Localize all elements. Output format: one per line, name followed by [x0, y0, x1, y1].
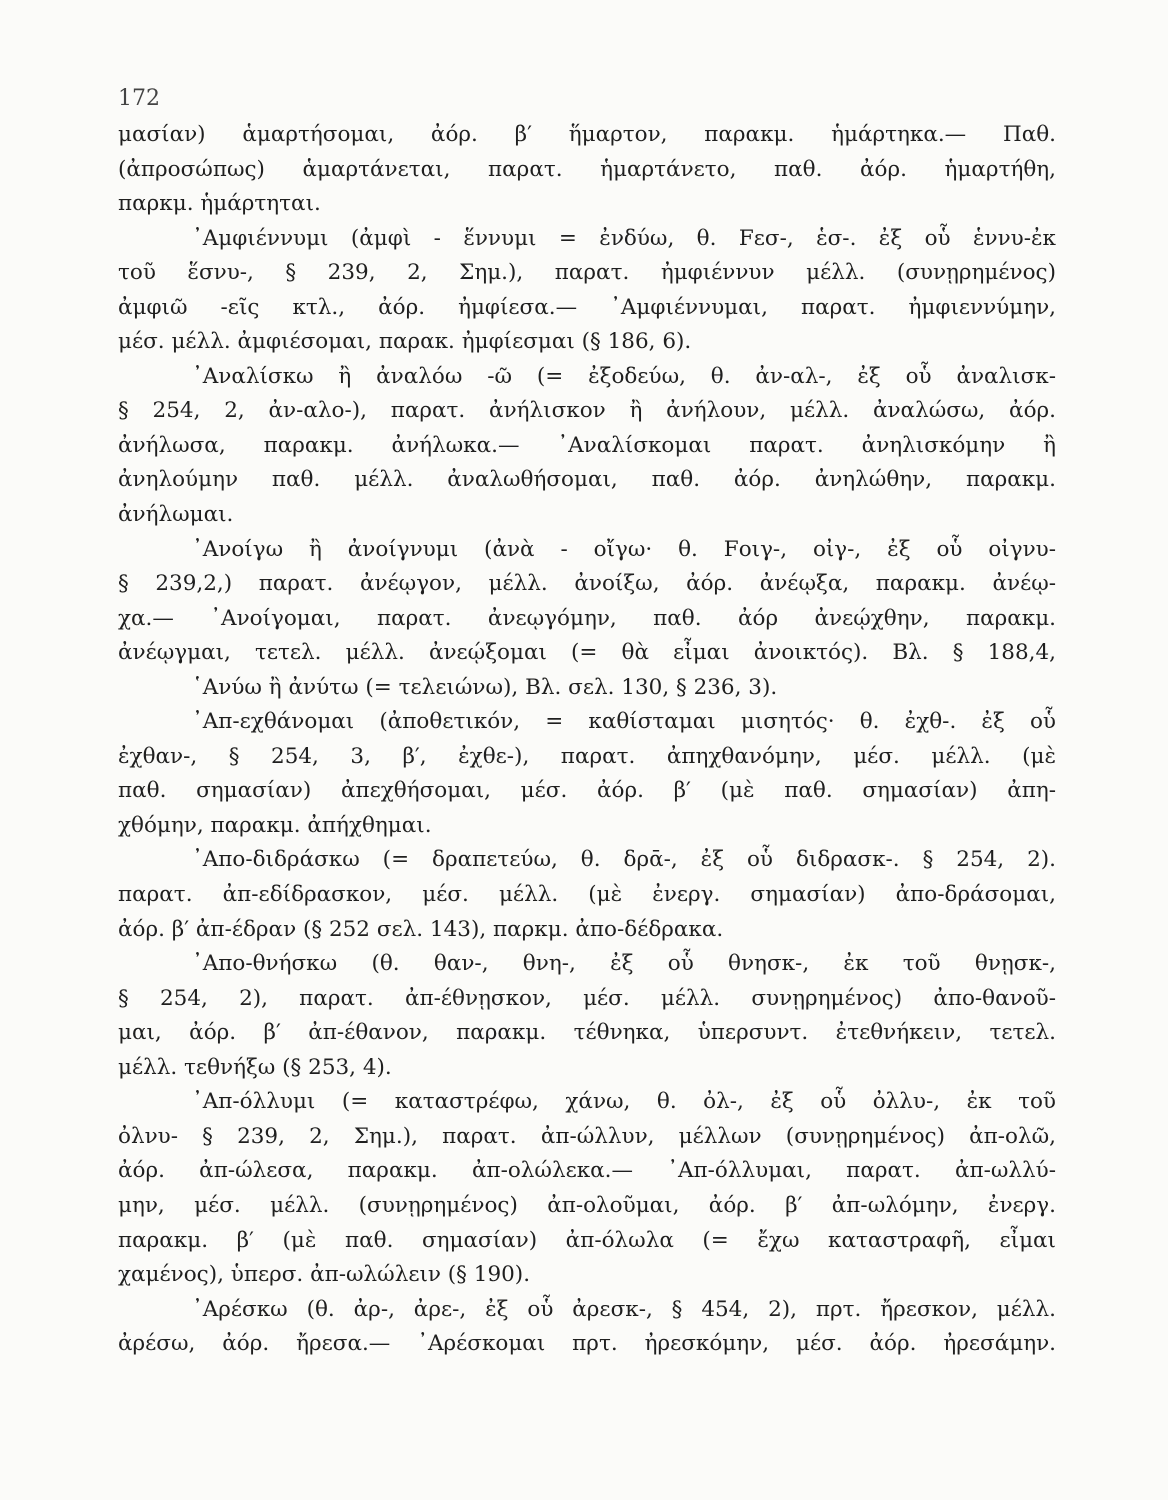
text-line: μαι, ἀόρ. β′ ἀπ-έθανον, παρακμ. τέθνηκα, ὑπερσυντ. ἐτεθνήκειν, τετελ. — [118, 1020, 1056, 1046]
text-line: ἀνήλωμαι. — [118, 502, 234, 528]
page-text-body — [118, 118, 1056, 1362]
text-line: ᾿Απ-εχθάνομαι (ἀποθετικόν, = καθίσταμαι μισητός· θ. ἐχθ-. ἐξ οὗ — [192, 709, 1056, 735]
text-line: ἀρέσω, ἀόρ. ἤρεσα.— ᾿Αρέσκομαι πρτ. ἠρεσκόμην, μέσ. ἀόρ. ἠρεσάμην. — [118, 1331, 1056, 1357]
text-line: παθ. σημασίαν) ἀπεχθήσομαι, μέσ. ἀόρ. β′ (μὲ παθ. σημασίαν) ἀπη- — [118, 778, 1056, 804]
text-line: § 254, 2), παρατ. ἀπ-έθνῃσκον, μέσ. μέλλ. συνῃρημένος) ἀπο-θανοῦ- — [118, 985, 1056, 1011]
text-line: ᾿Αμφιέννυμι (ἀμφὶ - ἕννυμι = ἐνδύω, θ. Fεσ-, ἑσ-. ἐξ οὗ ἑννυ-ἐκ — [192, 225, 1056, 251]
text-line: ὀλνυ- § 239, 2, Σημ.), παρατ. ἀπ-ώλλυν, μέλλων (συνῃρημένος) ἀπ-ολῶ, — [118, 1123, 1056, 1149]
page-number: 172 — [118, 86, 160, 111]
text-line: παρακμ. β′ (μὲ παθ. σημασίαν) ἀπ-όλωλα (= ἔχω καταστραφῆ, εἶμαι — [118, 1227, 1056, 1253]
text-line: χα.— ᾿Ανοίγομαι, παρατ. ἀνεῳγόμην, παθ. ἀόρ ἀνεῴχθην, παρακμ. — [118, 605, 1056, 631]
text-line: ἀόρ. ἀπ-ώλεσα, παρακμ. ἀπ-ολώλεκα.— ᾿Απ-όλλυμαι, παρατ. ἀπ-ωλλύ- — [118, 1158, 1056, 1184]
text-line: μέσ. μέλλ. ἀμφιέσομαι, παρακ. ἠμφίεσμαι (§ 186, 6). — [118, 329, 692, 355]
text-line: § 239,2,) παρατ. ἀνέῳγον, μέλλ. ἀνοίξω, ἀόρ. ἀνέῳξα, παρακμ. ἀνέῳ- — [118, 571, 1056, 597]
text-line: § 254, 2, ἀν-αλο-), παρατ. ἀνήλισκον ἢ ἀνήλουν, μέλλ. ἀναλώσω, ἀόρ. — [118, 398, 1056, 424]
text-line: ἐχθαν-, § 254, 3, β′, ἐχθε-), παρατ. ἀπηχθανόμην, μέσ. μέλλ. (μὲ — [118, 743, 1056, 769]
text-line: (ἀπροσώπως) ἁμαρτάνεται, παρατ. ἡμαρτάνετο, παθ. ἀόρ. ἡμαρτήθη, — [118, 156, 1056, 182]
text-line: ᾿Απ-όλλυμι (= καταστρέφω, χάνω, θ. ὀλ-, ἐξ οὗ ὀλλυ-, ἐκ τοῦ — [192, 1089, 1056, 1115]
text-line: ἀνήλωσα, παρακμ. ἀνήλωκα.— ᾿Αναλίσκομαι παρατ. ἀνηλισκόμην ἢ — [118, 432, 1056, 458]
text-line: τοῦ ἕσνυ-, § 239, 2, Σημ.), παρατ. ἠμφιέννυν μέλλ. (συνῃρημένος) — [118, 260, 1056, 286]
text-line: ᾿Απο-θνήσκω (θ. θαν-, θνη-, ἐξ οὗ θνησκ-, ἐκ τοῦ θνῃσκ-, — [192, 951, 1056, 977]
text-line: παρκμ. ἡμάρτηται. — [118, 191, 321, 217]
text-line: ᾿Απο-διδράσκω (= δραπετεύω, θ. δρᾱ-, ἐξ οὗ διδρασκ-. § 254, 2). — [192, 847, 1056, 873]
text-line: χθόμην, παρακμ. ἀπήχθημαι. — [118, 812, 432, 838]
text-line: χαμένος), ὑπερσ. ἀπ-ωλώλειν (§ 190). — [118, 1262, 531, 1288]
text-line: παρατ. ἀπ-εδίδρασκον, μέσ. μέλλ. (μὲ ἐνεργ. σημασίαν) ἀπο-δράσομαι, — [118, 882, 1056, 908]
text-line: ᾿Αρέσκω (θ. ἀρ-, ἀρε-, ἐξ οὗ ἀρεσκ-, § 454, 2), πρτ. ἤρεσκον, μέλλ. — [192, 1296, 1056, 1322]
text-line: ῾Ανύω ἢ ἀνύτω (= τελειώνω), Βλ. σελ. 130, § 236, 3). — [192, 674, 778, 700]
text-line: ᾿Αναλίσκω ἢ ἀναλόω -ῶ (= ἐξοδεύω, θ. ἀν-αλ-, ἐξ οὗ ἀναλισκ- — [192, 363, 1056, 389]
text-line: ἀόρ. β′ ἀπ-έδραν (§ 252 σελ. 143), παρκμ. ἀπο-δέδρακα. — [118, 916, 724, 942]
text-line: ᾿Ανοίγω ἢ ἀνοίγνυμι (ἀνὰ - οἴγω· θ. Fοιγ-, οἰγ-, ἐξ οὗ οἰγνυ- — [192, 536, 1056, 562]
text-line: μασίαν) ἁμαρτήσομαι, ἀόρ. β′ ἥμαρτον, παρακμ. ἡμάρτηκα.— Παθ. — [118, 122, 1056, 147]
text-line: ἀμφιῶ -εῖς κτλ., ἀόρ. ἠμφίεσα.— ᾿Αμφιέννυμαι, παρατ. ἠμφιεννύμην, — [118, 294, 1056, 320]
text-line: μην, μέσ. μέλλ. (συνῃρημένος) ἀπ-ολοῦμαι, ἀόρ. β′ ἀπ-ωλόμην, ἐνεργ. — [118, 1192, 1056, 1218]
text-line: μέλλ. τεθνήξω (§ 253, 4). — [118, 1054, 392, 1080]
text-line: ἀνηλούμην παθ. μέλλ. ἀναλωθήσομαι, παθ. ἀόρ. ἀνηλώθην, παρακμ. — [118, 467, 1056, 493]
text-line: ἀνέῳγμαι, τετελ. μέλλ. ἀνεῴξομαι (= θὰ εἶμαι ἀνοικτός). Βλ. § 188,4, — [118, 640, 1056, 666]
